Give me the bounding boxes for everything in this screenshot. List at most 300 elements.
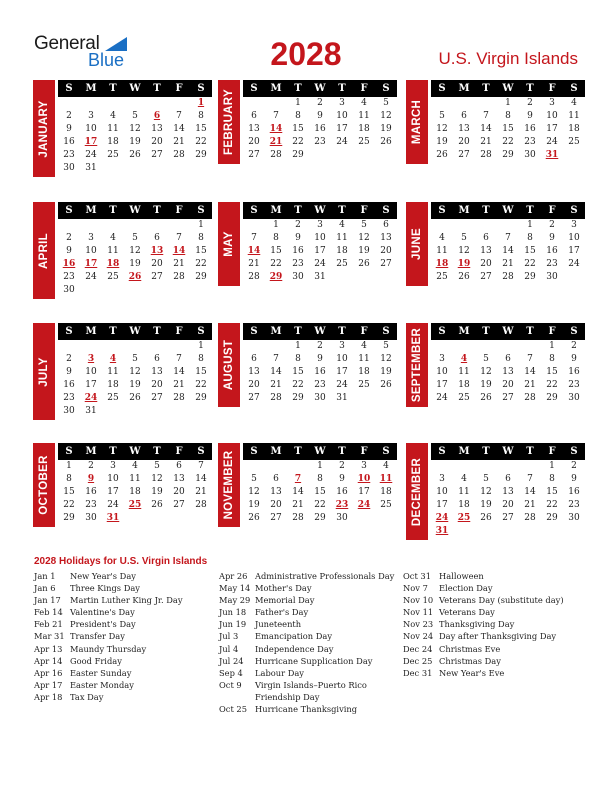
weekday-label: W — [314, 446, 326, 457]
weekday-label: M — [458, 326, 470, 337]
week-row — [243, 340, 397, 353]
date-cell: 14 — [524, 487, 536, 497]
weekday-label: T — [338, 446, 346, 457]
date-cell: 7 — [251, 233, 257, 243]
date-cell — [497, 340, 519, 353]
date-cell: 6 — [505, 354, 511, 364]
weekday-label: T — [338, 83, 346, 94]
holiday-date: Jul 3 — [219, 631, 239, 642]
date-cell: 28 — [524, 513, 536, 523]
date-cell: 20 — [151, 380, 163, 390]
week-row — [431, 473, 585, 486]
date-cell — [287, 460, 309, 473]
date-cell: 25 — [336, 259, 348, 269]
holiday-name: Transfer Day — [70, 631, 125, 642]
date-cell: 2 — [571, 461, 577, 471]
month-label — [33, 202, 55, 299]
month-grid — [58, 323, 212, 418]
week-row — [243, 366, 397, 379]
week-row — [431, 353, 585, 366]
date-cell: 23 — [314, 380, 326, 390]
weekday-label: M — [270, 83, 282, 94]
holiday-name: Virgin Islands–Puerto Rico — [255, 679, 367, 690]
weekday-label: M — [85, 446, 97, 457]
date-cell: 10 — [107, 474, 119, 484]
date-cell — [331, 271, 353, 284]
week-row — [58, 379, 212, 392]
weekday-label: S — [250, 446, 258, 457]
week-row — [58, 123, 212, 136]
weekday-label: S — [197, 205, 205, 216]
date-cell: 15 — [502, 124, 514, 134]
date-cell: 19 — [129, 137, 141, 147]
date-cell: 7 — [176, 354, 182, 364]
week-row — [243, 512, 397, 525]
date-cell — [497, 460, 519, 473]
date-cell: 31 — [314, 272, 326, 282]
holiday-date: Feb 14 — [34, 607, 63, 618]
weekday-label: M — [270, 326, 282, 337]
date-cell: 30 — [63, 285, 75, 295]
weekday-label: S — [438, 326, 446, 337]
date-cell: 8 — [549, 474, 555, 484]
date-cell: 15 — [270, 246, 282, 256]
date-cell: 11 — [107, 246, 119, 256]
weekday-label: S — [570, 83, 578, 94]
holiday-name: Veterans Day — [439, 607, 495, 618]
date-cell — [102, 219, 124, 232]
date-cell: 26 — [458, 272, 470, 282]
week-row — [243, 232, 397, 245]
date-cell — [431, 97, 453, 110]
date-cell: 22 — [546, 380, 558, 390]
date-cell: 26 — [129, 393, 141, 403]
date-cell: 28 — [270, 150, 282, 160]
date-cell: 29 — [524, 272, 536, 282]
date-cell: 24 — [436, 393, 448, 403]
holiday-date: Dec 25 — [403, 655, 433, 666]
weekday-label: S — [65, 446, 73, 457]
weekday-label: S — [197, 83, 205, 94]
holiday-date-cell: 13 — [150, 246, 164, 256]
date-cell: 8 — [198, 111, 204, 121]
month-label — [33, 443, 55, 527]
weekday-label: T — [153, 326, 161, 337]
date-cell: 18 — [107, 137, 119, 147]
date-cell: 5 — [483, 354, 489, 364]
holiday-name: Good Friday — [70, 655, 122, 666]
date-cell: 2 — [88, 461, 94, 471]
date-cell: 11 — [568, 111, 580, 121]
date-cell: 11 — [336, 233, 348, 243]
date-cell: 22 — [314, 500, 326, 510]
date-cell: 30 — [63, 406, 75, 416]
date-cell — [146, 97, 168, 110]
month-name: APRIL — [38, 232, 50, 269]
month-label — [406, 323, 428, 407]
date-cell: 12 — [436, 124, 448, 134]
date-cell — [475, 460, 497, 473]
date-cell: 1 — [295, 98, 301, 108]
weekday-header — [431, 80, 585, 97]
date-cell: 15 — [63, 487, 75, 497]
week-row — [58, 258, 212, 271]
date-cell: 22 — [292, 137, 304, 147]
date-cell — [353, 149, 375, 162]
month-label — [218, 80, 240, 164]
date-cell: 3 — [439, 474, 445, 484]
date-cell: 15 — [292, 367, 304, 377]
holiday-date-cell: 31 — [106, 513, 120, 523]
date-cell: 21 — [292, 500, 304, 510]
week-row — [58, 232, 212, 245]
date-cell: 23 — [524, 137, 536, 147]
holiday-date-cell: 4 — [109, 354, 117, 364]
holiday-name: Three Kings Day — [70, 583, 140, 594]
week-row — [431, 366, 585, 379]
date-cell — [353, 271, 375, 284]
date-cell: 29 — [63, 513, 75, 523]
date-cell: 5 — [461, 233, 467, 243]
weekday-label: T — [109, 446, 117, 457]
date-cell: 25 — [358, 137, 370, 147]
date-cell: 17 — [85, 380, 97, 390]
weekday-label: S — [65, 83, 73, 94]
date-cell: 11 — [458, 487, 470, 497]
date-cell: 20 — [173, 487, 185, 497]
date-cell — [541, 525, 563, 538]
date-cell: 26 — [480, 393, 492, 403]
date-cell: 7 — [273, 111, 279, 121]
date-cell: 9 — [527, 111, 533, 121]
holiday-item — [403, 643, 564, 655]
holiday-date: Jul 24 — [219, 655, 244, 666]
date-cell: 21 — [524, 500, 536, 510]
week-row — [58, 162, 212, 175]
holiday-name: Father's Day — [255, 607, 309, 618]
holiday-name: Hurricane Supplication Day — [255, 655, 373, 666]
date-cell — [453, 219, 475, 232]
holiday-date-cell: 18 — [106, 259, 120, 269]
weekday-label: S — [382, 205, 390, 216]
date-cell — [146, 219, 168, 232]
date-cell: 16 — [85, 487, 97, 497]
date-cell: 4 — [383, 461, 389, 471]
holiday-date-cell: 4 — [460, 354, 468, 364]
holiday-item — [34, 570, 183, 582]
holiday-item — [34, 643, 183, 655]
logo-text-general: General — [34, 33, 100, 54]
holiday-date: Apr 16 — [34, 667, 63, 678]
date-cell — [453, 460, 475, 473]
date-cell: 14 — [502, 246, 514, 256]
date-cell — [190, 284, 212, 297]
date-cell: 23 — [85, 500, 97, 510]
date-cell: 20 — [502, 380, 514, 390]
date-cell — [453, 97, 475, 110]
date-cell — [243, 340, 265, 353]
weekday-label: T — [153, 205, 161, 216]
month-grid — [243, 443, 397, 525]
week-row — [58, 473, 212, 486]
date-cell: 3 — [439, 354, 445, 364]
date-cell: 22 — [292, 380, 304, 390]
holiday-item — [403, 630, 564, 642]
date-cell: 25 — [107, 393, 119, 403]
date-cell: 21 — [480, 137, 492, 147]
date-cell: 15 — [546, 487, 558, 497]
date-cell: 1 — [198, 341, 204, 351]
holiday-date-cell: 3 — [87, 354, 95, 364]
date-cell: 4 — [361, 341, 367, 351]
date-cell: 1 — [295, 341, 301, 351]
date-cell: 1 — [549, 461, 555, 471]
date-cell: 28 — [173, 150, 185, 160]
holiday-item — [219, 691, 394, 703]
date-cell: 26 — [436, 150, 448, 160]
holiday-date-cell: 24 — [84, 393, 98, 403]
date-cell: 6 — [251, 111, 257, 121]
holiday-date-cell: 26 — [128, 272, 142, 282]
date-cell: 2 — [295, 220, 301, 230]
month-label — [406, 80, 428, 164]
date-cell — [168, 162, 190, 175]
holiday-date: Oct 31 — [403, 571, 431, 581]
weekday-label: F — [360, 83, 368, 94]
weekday-label: M — [85, 83, 97, 94]
date-cell: 4 — [339, 220, 345, 230]
date-cell: 17 — [436, 500, 448, 510]
month-label — [33, 323, 55, 420]
holiday-date: Jun 18 — [219, 607, 247, 618]
week-row — [58, 405, 212, 418]
month-name: MARCH — [411, 99, 423, 145]
week-row — [431, 258, 585, 271]
weekday-label: W — [314, 205, 326, 216]
date-cell: 18 — [336, 246, 348, 256]
date-cell: 3 — [88, 233, 94, 243]
date-cell — [331, 149, 353, 162]
holiday-item — [403, 606, 564, 618]
date-cell — [375, 149, 397, 162]
date-cell — [124, 512, 146, 525]
date-cell: 6 — [251, 354, 257, 364]
date-cell: 28 — [195, 500, 207, 510]
weekday-label: T — [482, 446, 490, 457]
date-cell: 9 — [66, 124, 72, 134]
date-cell: 15 — [195, 124, 207, 134]
holiday-date: Dec 31 — [403, 667, 433, 678]
date-cell: 8 — [317, 474, 323, 484]
week-row — [431, 219, 585, 232]
date-cell — [453, 340, 475, 353]
date-cell: 24 — [85, 150, 97, 160]
holiday-item — [403, 655, 564, 667]
date-cell: 15 — [524, 246, 536, 256]
weekday-header — [58, 443, 212, 460]
holiday-date: Apr 13 — [34, 643, 63, 654]
date-cell: 14 — [173, 124, 185, 134]
holiday-name: Tax Day — [70, 691, 104, 702]
holiday-date: Nov 7 — [403, 583, 428, 594]
holiday-column — [34, 570, 183, 703]
holiday-name: Easter Monday — [70, 679, 134, 690]
date-cell: 14 — [173, 367, 185, 377]
date-cell: 9 — [317, 111, 323, 121]
date-cell: 26 — [248, 513, 260, 523]
holiday-date-cell: 25 — [457, 513, 471, 523]
date-cell: 19 — [436, 137, 448, 147]
holiday-name: Administrative Professionals Day — [255, 571, 395, 581]
date-cell: 19 — [380, 367, 392, 377]
weekday-label: W — [129, 446, 141, 457]
weekday-label: W — [314, 326, 326, 337]
date-cell — [102, 284, 124, 297]
date-cell — [168, 405, 190, 418]
date-cell: 25 — [380, 500, 392, 510]
date-cell: 4 — [439, 233, 445, 243]
date-cell: 8 — [198, 354, 204, 364]
month-name: MAY — [223, 231, 235, 257]
weekday-label: S — [570, 205, 578, 216]
date-cell: 29 — [292, 393, 304, 403]
date-cell: 27 — [151, 150, 163, 160]
date-cell: 28 — [248, 272, 260, 282]
date-cell: 29 — [195, 150, 207, 160]
date-cell: 2 — [66, 233, 72, 243]
weekday-label: W — [129, 83, 141, 94]
date-cell — [102, 97, 124, 110]
date-cell — [563, 149, 585, 162]
date-cell: 1 — [66, 461, 72, 471]
date-cell — [102, 162, 124, 175]
date-cell: 30 — [292, 272, 304, 282]
weekday-label: W — [129, 326, 141, 337]
date-cell: 20 — [248, 380, 260, 390]
holiday-date: Mar 31 — [34, 631, 65, 642]
date-cell — [124, 219, 146, 232]
date-cell: 21 — [173, 137, 185, 147]
date-cell: 9 — [549, 233, 555, 243]
date-cell: 20 — [151, 259, 163, 269]
date-cell: 17 — [336, 124, 348, 134]
holiday-name: Day after Thanksgiving Day — [439, 631, 557, 642]
date-cell — [563, 525, 585, 538]
date-cell: 28 — [480, 150, 492, 160]
weekday-label: T — [294, 446, 302, 457]
weekday-header — [243, 323, 397, 340]
weekday-header — [431, 202, 585, 219]
country-name: U.S. Virgin Islands — [438, 49, 578, 68]
holiday-date: Sep 4 — [219, 667, 243, 678]
date-cell: 8 — [505, 111, 511, 121]
holiday-date-cell: 25 — [128, 500, 142, 510]
date-cell: 15 — [314, 487, 326, 497]
weekday-label: F — [360, 326, 368, 337]
date-cell: 10 — [85, 367, 97, 377]
weekday-label: S — [65, 326, 73, 337]
date-cell: 10 — [568, 233, 580, 243]
date-cell — [146, 512, 168, 525]
week-row — [431, 379, 585, 392]
date-cell: 5 — [132, 111, 138, 121]
date-cell: 3 — [571, 220, 577, 230]
holiday-name: Halloween — [439, 571, 484, 581]
date-cell — [309, 149, 331, 162]
holiday-date-cell: 1 — [197, 98, 205, 108]
month-name: FEBRUARY — [223, 89, 235, 155]
date-cell: 5 — [383, 98, 389, 108]
month-label — [33, 80, 55, 177]
month-name: JULY — [38, 356, 50, 387]
week-row — [58, 499, 212, 512]
date-cell: 2 — [66, 111, 72, 121]
week-row — [243, 460, 397, 473]
date-cell: 17 — [568, 246, 580, 256]
date-cell: 11 — [436, 246, 448, 256]
holiday-date: Apr 18 — [34, 691, 63, 702]
date-cell: 9 — [295, 233, 301, 243]
date-cell: 25 — [107, 150, 119, 160]
date-cell: 10 — [336, 111, 348, 121]
weekday-label: F — [175, 205, 183, 216]
date-cell: 19 — [151, 487, 163, 497]
date-cell: 16 — [63, 137, 75, 147]
date-cell: 3 — [549, 98, 555, 108]
date-cell: 23 — [568, 500, 580, 510]
date-cell: 3 — [317, 220, 323, 230]
date-cell: 10 — [436, 367, 448, 377]
date-cell: 5 — [132, 233, 138, 243]
holiday-item — [219, 570, 394, 582]
date-cell: 28 — [524, 393, 536, 403]
date-cell — [431, 340, 453, 353]
date-cell: 17 — [436, 380, 448, 390]
date-cell: 2 — [317, 341, 323, 351]
date-cell: 20 — [480, 259, 492, 269]
date-cell: 26 — [358, 259, 370, 269]
holiday-date: Oct 9 — [219, 679, 242, 690]
holiday-item — [34, 618, 183, 630]
date-cell: 16 — [63, 380, 75, 390]
holiday-date: Nov 11 — [403, 607, 434, 618]
holiday-item — [403, 594, 564, 606]
date-cell: 8 — [295, 354, 301, 364]
date-cell: 24 — [336, 380, 348, 390]
date-cell: 1 — [505, 98, 511, 108]
date-cell — [124, 405, 146, 418]
date-cell: 9 — [317, 354, 323, 364]
holiday-name: Emancipation Day — [255, 631, 333, 642]
calendar-year: 2028 — [270, 36, 342, 72]
logo-text-blue: Blue — [88, 50, 125, 70]
date-cell: 21 — [270, 380, 282, 390]
date-cell: 9 — [571, 354, 577, 364]
date-cell: 7 — [273, 354, 279, 364]
holiday-column — [219, 570, 394, 715]
date-cell — [453, 525, 475, 538]
date-cell — [475, 525, 497, 538]
date-cell: 12 — [248, 487, 260, 497]
date-cell — [475, 340, 497, 353]
weekday-label: T — [526, 83, 534, 94]
date-cell: 23 — [63, 150, 75, 160]
week-row — [431, 512, 585, 525]
date-cell: 9 — [571, 474, 577, 484]
weekday-label: T — [526, 205, 534, 216]
date-cell: 2 — [527, 98, 533, 108]
date-cell — [124, 97, 146, 110]
